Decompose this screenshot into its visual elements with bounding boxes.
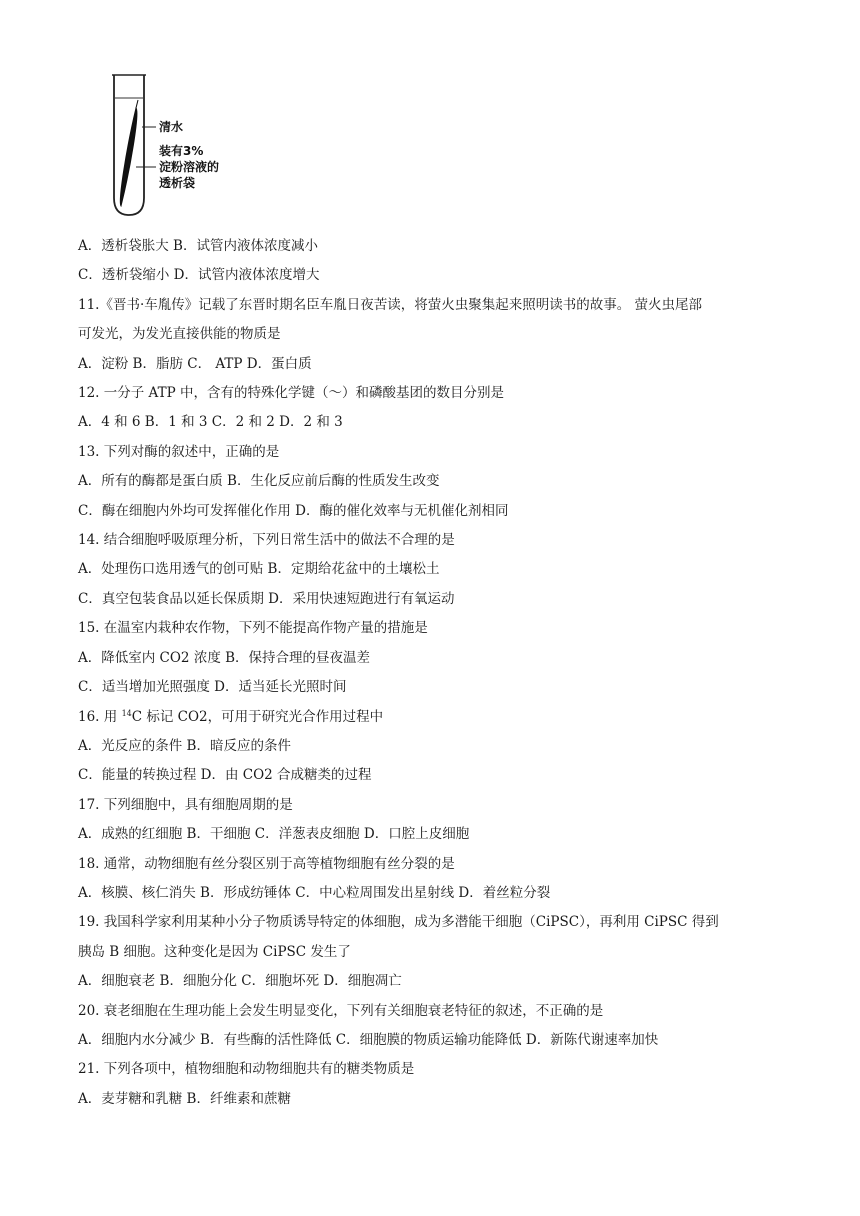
- test-tube-drawing: [104, 70, 164, 220]
- text-line: 可发光，为发光直接供能的物质是: [78, 326, 281, 343]
- text-line: A．降低室内 CO2 浓度 B．保持合理的昼夜温差: [78, 649, 371, 666]
- text-line: 14. 结合细胞呼吸原理分析，下列日常生活中的做法不合理的是: [78, 532, 455, 549]
- label-bag-line3: 透析袋: [159, 176, 196, 190]
- text-line: 21. 下列各项中，植物细胞和动物细胞共有的糖类物质是: [78, 1061, 415, 1078]
- question-text: [78, 232, 798, 1114]
- text-line: C．能量的转换过程 D．由 CO2 合成糖类的过程: [78, 767, 372, 784]
- text-line: 11.《晋书·车胤传》记载了东晋时期名臣车胤日夜苦读，将萤火虫聚集起来照明读书的故事。 萤火虫尾部: [78, 296, 703, 313]
- text-line: C．酶在细胞内外均可发挥催化作用 D．酶的催化效率与无机催化剂相同: [78, 502, 509, 519]
- q16-superscript: 14: [121, 708, 132, 718]
- text-line: 17. 下列细胞中，具有细胞周期的是: [78, 796, 293, 813]
- text-line: 19. 我国科学家利用某种小分子物质诱导特定的体细胞，成为多潜能干细胞（CiPSC），再利用 CiPSC 得到: [78, 914, 719, 931]
- text-line: A．核膜、核仁消失 B．形成纺锤体 C．中心粒周围发出星射线 D．着丝粒分裂: [78, 884, 551, 901]
- text-line: C．适当增加光照强度 D．适当延长光照时间: [78, 679, 347, 696]
- text-line: A．细胞内水分减少 B．有些酶的活性降低 C．细胞膜的物质运输功能降低 D．新陈代谢速率加快: [78, 1031, 659, 1048]
- text-line: A．麦芽糖和乳糖 B．纤维素和蔗糖: [78, 1090, 291, 1107]
- text-line: 胰岛 B 细胞。这种变化是因为 CiPSC 发生了: [78, 943, 351, 960]
- text-line: 20. 衰老细胞在生理功能上会发生明显变化，下列有关细胞衰老特征的叙述，不正确的是: [78, 1002, 604, 1019]
- label-bag-line2: 淀粉溶液的: [159, 160, 220, 174]
- text-line: A．成熟的红细胞 B．干细胞 C．洋葱表皮细胞 D．口腔上皮细胞: [78, 826, 470, 843]
- text-line: C．透析袋缩小 D．试管内液体浓度增大: [78, 267, 320, 284]
- text-line: 18. 通常，动物细胞有丝分裂区别于高等植物细胞有丝分裂的是: [78, 855, 455, 872]
- question-16-stem: [78, 703, 798, 732]
- q16-prefix: 16. 用: [78, 708, 122, 725]
- text-line: A．光反应的条件 B．暗反应的条件: [78, 737, 291, 754]
- q16-suffix: C 标记 CO2，可用于研究光合作用过程中: [131, 708, 384, 725]
- text-line: 12. 一分子 ATP 中，含有的特殊化学键（～）和磷酸基团的数目分别是: [78, 385, 504, 402]
- text-line: 13. 下列对酶的叙述中，正确的是: [78, 443, 280, 460]
- text-line: C．真空包装食品以延长保质期 D．采用快速短跑进行有氧运动: [78, 590, 455, 607]
- text-line: A．透析袋胀大 B．试管内液体浓度减小: [78, 238, 318, 254]
- label-water: 清水: [159, 120, 184, 134]
- text-line: A．处理伤口选用透气的创可贴 B．定期给花盆中的土壤松土: [78, 561, 440, 578]
- text-line: A．所有的酶都是蛋白质 B．生化反应前后酶的性质发生改变: [78, 473, 440, 490]
- text-line: 15. 在温室内栽种农作物，下列不能提高作物产量的措施是: [78, 620, 428, 637]
- text-line: A．4 和 6 B．1 和 3 C．2 和 2 D．2 和 3: [78, 414, 343, 431]
- test-tube-figure: [104, 70, 244, 220]
- text-line: A．淀粉 B．脂肪 C． ATP D．蛋白质: [78, 355, 312, 372]
- label-bag-line1: 装有3%: [159, 144, 204, 158]
- text-line: A．细胞衰老 B．细胞分化 C．细胞坏死 D．细胞凋亡: [78, 973, 402, 990]
